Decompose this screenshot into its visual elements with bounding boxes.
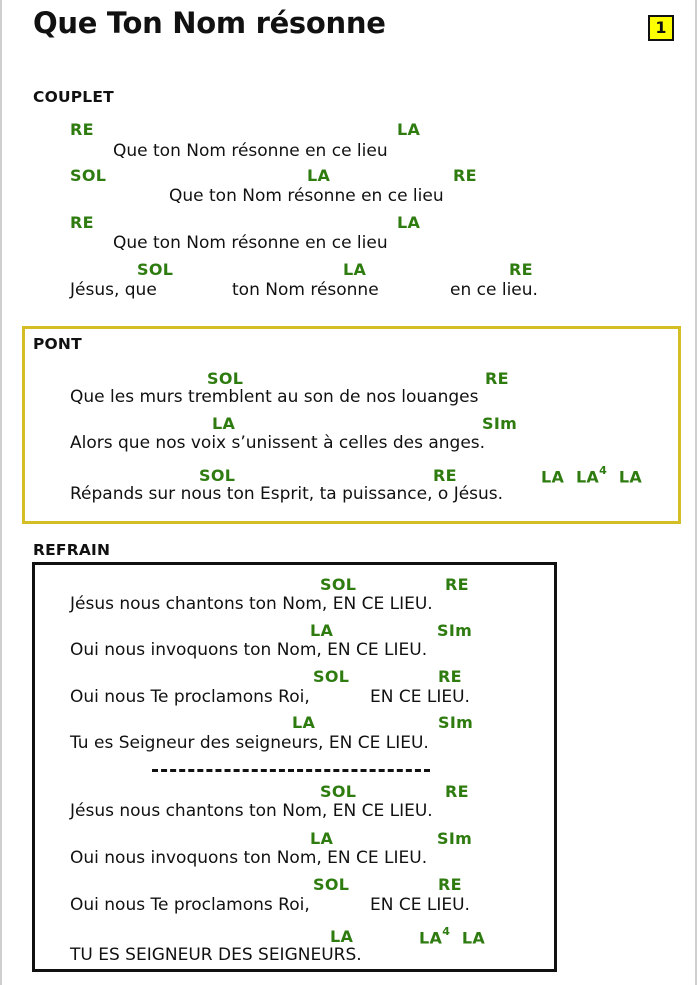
lyric-segment: EN CE LIEU. xyxy=(370,895,470,915)
chord: RE xyxy=(445,575,469,594)
chord: LA xyxy=(343,260,367,279)
chord: SOL xyxy=(320,575,357,594)
lyric-line: Que les murs tremblent au son de nos louanges xyxy=(70,387,479,407)
chord: LA xyxy=(330,927,354,946)
lyric-line: Oui nous invoquons ton Nom, EN CE LIEU. xyxy=(70,640,428,660)
chord: LA xyxy=(310,829,334,848)
chord: SOL xyxy=(70,166,107,185)
chord xyxy=(419,927,485,947)
chord: LA xyxy=(397,213,421,232)
lyric-segment: Oui nous Te proclamons Roi, xyxy=(70,895,310,915)
lyric-line: Jésus nous chantons ton Nom, EN CE LIEU. xyxy=(70,594,433,614)
chord: SIm xyxy=(437,621,473,640)
chord: SIm xyxy=(438,713,474,732)
refrain-heading: REFRAIN xyxy=(33,541,111,559)
chord: SIm xyxy=(437,829,473,848)
chord-name: LA xyxy=(575,467,600,487)
chord: RE xyxy=(70,120,94,139)
chord: SIm xyxy=(482,414,518,433)
lyric-line: Que ton Nom résonne en ce lieu xyxy=(113,233,388,253)
chord: LA xyxy=(307,166,331,185)
lyric-line: Tu es Seigneur des seigneurs, EN CE LIEU. xyxy=(70,733,429,753)
lyric-line: Que ton Nom résonne en ce lieu xyxy=(169,186,444,206)
chord: RE xyxy=(453,166,477,185)
chord: SOL xyxy=(207,369,244,388)
chord: SOL xyxy=(313,875,350,894)
lyric-line: Alors que nos voix s’unissent à celles des anges. xyxy=(70,433,486,453)
lyric-line: Que ton Nom résonne en ce lieu xyxy=(113,141,388,161)
chord: LA xyxy=(397,120,421,139)
chord: SOL xyxy=(137,260,174,279)
chord: RE xyxy=(438,875,462,894)
page-left-edge xyxy=(0,0,2,985)
lyric-line: Répands sur nous ton Esprit, ta puissance, o Jésus. xyxy=(70,484,504,504)
lyric-line: Jésus nous chantons ton Nom, EN CE LIEU. xyxy=(70,801,433,821)
chord: SOL xyxy=(320,782,357,801)
page-number-badge: 1 xyxy=(648,15,674,41)
lyric-line: TU ES SEIGNEUR DES SEIGNEURS. xyxy=(70,945,362,965)
couplet-heading: COUPLET xyxy=(33,88,114,106)
chord: RE xyxy=(70,213,94,232)
chord-extension: 4 xyxy=(599,464,608,477)
chord: RE xyxy=(433,466,457,485)
chord: LA xyxy=(292,713,316,732)
chord: RE xyxy=(445,782,469,801)
chord-name: LA xyxy=(541,467,565,487)
chord: LA xyxy=(212,414,236,433)
lyric-segment: EN CE LIEU. xyxy=(370,687,470,707)
chord-name: LA xyxy=(618,467,643,487)
dashed-separator xyxy=(152,769,430,772)
lyric-line: Oui nous invoquons ton Nom, EN CE LIEU. xyxy=(70,848,428,868)
lyric-segment: en ce lieu. xyxy=(450,280,538,300)
pont-heading: PONT xyxy=(33,335,82,353)
chord-name: LA xyxy=(461,928,486,948)
chord-name: LA xyxy=(419,928,443,948)
song-title: Que Ton Nom résonne xyxy=(33,6,386,40)
lyric-segment: Jésus, que xyxy=(70,280,157,300)
chord: RE xyxy=(438,667,462,686)
chord-extension: 4 xyxy=(442,925,451,938)
chord: LA xyxy=(310,621,334,640)
chord: SOL xyxy=(199,466,236,485)
chord: RE xyxy=(509,260,533,279)
chord xyxy=(541,466,642,486)
chord: RE xyxy=(485,369,509,388)
lyric-segment: Oui nous Te proclamons Roi, xyxy=(70,687,310,707)
chord: SOL xyxy=(313,667,350,686)
lyric-segment: ton Nom résonne xyxy=(232,280,379,300)
